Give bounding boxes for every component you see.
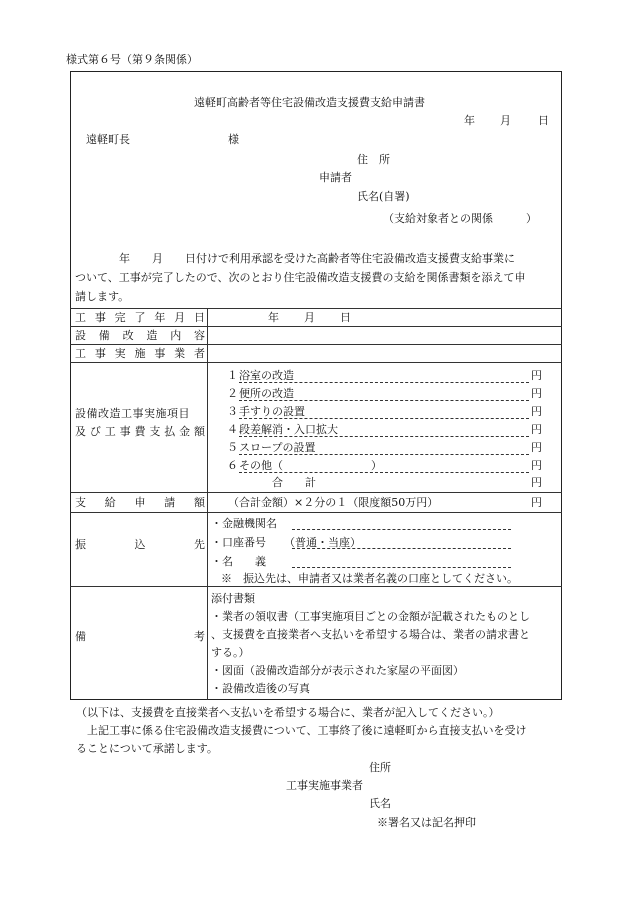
applicant-role-label: 申請者 [319, 171, 352, 184]
work-item-text[interactable]: 便所の改造 [239, 388, 529, 401]
account-holder-field[interactable] [292, 567, 511, 568]
completion-day[interactable]: 日 [340, 311, 351, 324]
work-item-text[interactable]: 浴室の改造 [239, 370, 529, 383]
work-item-unit: 円 [531, 387, 542, 400]
work-item-number: ３ [227, 405, 238, 418]
transfer-note: ※ 振込先は、申請者又は業者名義の口座としてください。 [221, 572, 518, 585]
contractor-name-label: 氏名 [369, 797, 391, 810]
work-item-number: １ [227, 369, 238, 382]
completion-month[interactable]: 月 [304, 311, 315, 324]
table-divider [70, 308, 562, 309]
attachment-line: ・業者の領収書（工事実施項目ごとの金額が記載されたものとし [211, 610, 530, 623]
attachment-line: する。） [211, 646, 250, 659]
consent-text-line: 上記工事に係る住宅設備改造支援費について、工事終了後に遠軽町から直接支払いを受け [76, 724, 527, 737]
equipment-content-field[interactable] [209, 327, 560, 343]
work-item-unit: 円 [531, 459, 542, 472]
work-item-number: ４ [227, 423, 238, 436]
contractor-address-label: 住所 [369, 761, 391, 774]
date-day[interactable]: 日 [538, 114, 549, 127]
form-title: 遠軽町高齢者等住宅設備改造支援費支給申請書 [194, 96, 425, 109]
contractor-label: 工 事 実 施 事 業 者 [75, 347, 205, 360]
relation-label: （支給対象者との関係 ） [383, 212, 537, 225]
form-number: 様式第６号（第９条関係） [66, 53, 198, 66]
account-holder-label: ・名 義 [211, 555, 266, 568]
applicant-address-label: 住 所 [357, 153, 390, 166]
applicant-name-label: 氏名(自署) [357, 190, 410, 203]
total-label: 合 計 [272, 476, 316, 489]
account-number-field[interactable] [292, 548, 511, 549]
body-text-line: 年 月 日付けで利用承認を受けた高齢者等住宅設備改造支援費支給事業に [75, 252, 515, 265]
work-item-text[interactable]: 段差解消・入口拡大 [239, 424, 529, 437]
attachment-line: 、支援費を直接業者へ支払いを希望する場合は、業者の請求書と [211, 628, 530, 641]
date-year[interactable]: 年 [464, 114, 475, 127]
work-item-text[interactable]: その他（ ） [239, 460, 529, 473]
application-form [70, 71, 562, 700]
seal-note: ※署名又は記名押印 [377, 816, 476, 829]
table-column-divider [207, 308, 208, 700]
payment-request-label: 支 給 申 請 額 [75, 496, 205, 509]
table-divider [70, 586, 562, 587]
transfer-label: 振 込 先 [75, 538, 205, 551]
attachment-line: ・設備改造後の写真 [211, 682, 310, 695]
work-items-label-line1: 設備改造工事実施項目 [75, 407, 190, 420]
work-items-label-line2: 及 び 工 事 費 支 払 金 額 [75, 425, 205, 438]
remarks-label: 備 考 [75, 630, 205, 643]
completion-date-label: 工 事 完 了 年 月 日 [75, 311, 205, 324]
attachment-line: ・図面（設備改造部分が表示された家屋の平面図） [211, 664, 464, 677]
account-number-label: ・口座番号 [211, 536, 266, 549]
payment-request-text: （合計金額）×２分の１（限度額50万円） [228, 496, 439, 509]
bank-name-label: ・金融機関名 [211, 517, 277, 530]
body-text-line: ついて、工事が完了したので、次のとおり住宅設備改造支援費の支給を関係書類を添えて申 [75, 271, 526, 284]
contractor-role-label: 工事実施事業者 [286, 779, 363, 792]
work-item-unit: 円 [531, 405, 542, 418]
bank-name-field[interactable] [292, 529, 511, 530]
work-item-number: ２ [227, 387, 238, 400]
completion-year[interactable]: 年 [268, 311, 279, 324]
work-item-text[interactable]: スロープの設置 [239, 442, 529, 455]
contractor-field[interactable] [209, 345, 560, 361]
work-item-number: ６ [227, 459, 238, 472]
work-item-unit: 円 [531, 423, 542, 436]
date-month[interactable]: 月 [500, 114, 511, 127]
consent-text-line: ることについて承諾します。 [76, 742, 218, 755]
consent-notice: （以下は、支援費を直接業者へ支払いを希望する場合に、業者が記入してください。） [76, 706, 500, 719]
work-item-number: ５ [227, 441, 238, 454]
work-item-text[interactable]: 手すりの設置 [239, 406, 529, 419]
table-divider [70, 362, 562, 363]
body-text-line: 請します。 [75, 290, 130, 303]
attachments-heading: 添付書類 [211, 592, 255, 605]
payment-request-unit: 円 [531, 496, 542, 509]
addressee-name: 遠軽町長 [86, 133, 130, 146]
work-item-unit: 円 [531, 369, 542, 382]
work-item-unit: 円 [531, 441, 542, 454]
equipment-content-label: 設 備 改 造 内 容 [75, 329, 205, 342]
addressee-honorific: 様 [228, 133, 239, 146]
account-type[interactable]: （普通・当座） [284, 536, 361, 549]
total-unit: 円 [531, 476, 542, 489]
table-divider [70, 512, 562, 513]
table-divider [70, 492, 562, 493]
